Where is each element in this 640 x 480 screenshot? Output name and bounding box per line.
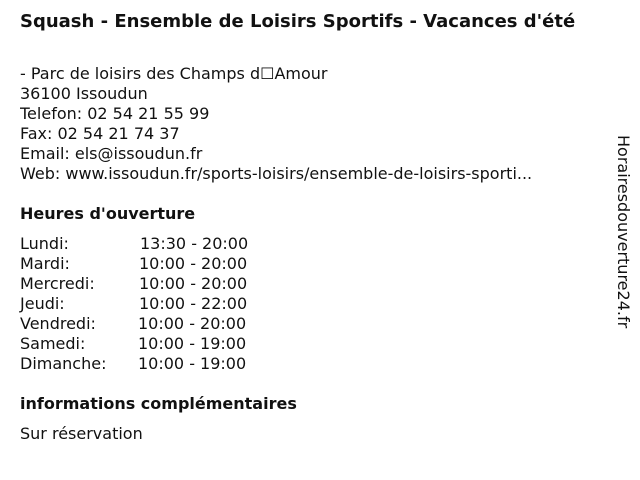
time-range: 10:00 - 19:00 xyxy=(138,334,247,353)
fax-number: Fax: 02 54 21 74 37 xyxy=(20,124,180,143)
hours-row-tuesday xyxy=(20,254,320,274)
time-range: 13:30 - 20:00 xyxy=(140,234,249,253)
hours-row-wednesday xyxy=(20,274,320,294)
opening-hours-table xyxy=(20,234,320,374)
day-label: Mardi: xyxy=(20,254,70,273)
time-range: 10:00 - 20:00 xyxy=(138,314,247,333)
time-range: 10:00 - 22:00 xyxy=(139,294,248,313)
email-address: Email: els@issoudun.fr xyxy=(20,144,203,163)
day-label: Samedi: xyxy=(20,334,86,353)
hours-row-sunday xyxy=(20,354,320,374)
hours-row-monday xyxy=(20,234,320,254)
time-range: 10:00 - 20:00 xyxy=(139,254,248,273)
opening-hours-heading: Heures d'ouverture xyxy=(20,204,196,223)
hours-row-thursday xyxy=(20,294,320,314)
address-block xyxy=(20,64,610,184)
day-label: Dimanche: xyxy=(20,354,107,373)
day-label: Vendredi: xyxy=(20,314,96,333)
day-label: Lundi: xyxy=(20,234,69,253)
street-address: - Parc de loisirs des Champs d☐Amour xyxy=(20,64,328,83)
additional-info-heading: informations complémentaires xyxy=(20,394,297,413)
page-title: Squash - Ensemble de Loisirs Sportifs - Vacances d'été xyxy=(20,11,576,32)
time-range: 10:00 - 19:00 xyxy=(138,354,247,373)
hours-row-friday xyxy=(20,314,320,334)
time-range: 10:00 - 20:00 xyxy=(139,274,248,293)
website-url: Web: www.issoudun.fr/sports-loisirs/ensemble-de-loisirs-sporti... xyxy=(20,164,533,183)
day-label: Mercredi: xyxy=(20,274,95,293)
additional-info-text: Sur réservation xyxy=(20,424,143,443)
watermark-text: Horairesdouverture24.fr xyxy=(614,135,633,329)
day-label: Jeudi: xyxy=(20,294,65,313)
city: 36100 Issoudun xyxy=(20,84,148,103)
watermark xyxy=(612,135,634,371)
phone-number: Telefon: 02 54 21 55 99 xyxy=(20,104,210,123)
hours-row-saturday xyxy=(20,334,320,354)
